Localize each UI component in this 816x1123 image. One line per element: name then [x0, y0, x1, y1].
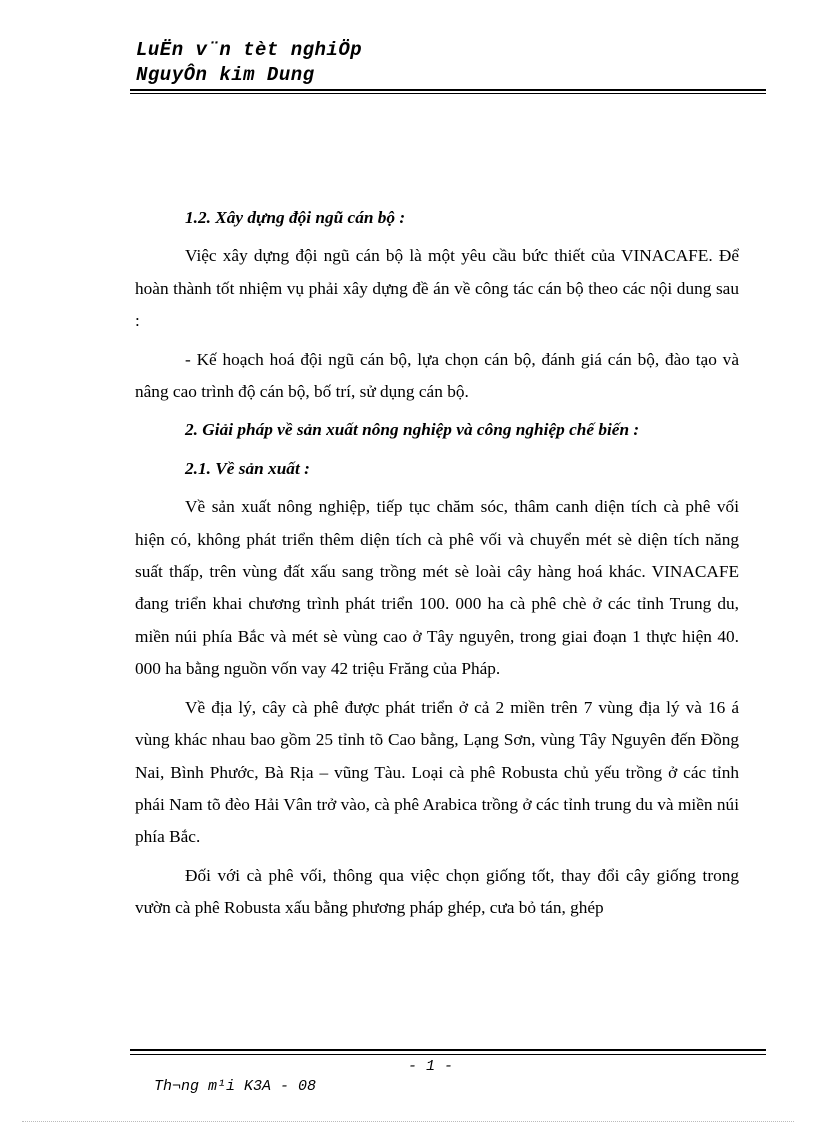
header-thesis-title: LuËn v¨n tèt nghiÖp — [136, 39, 363, 61]
paragraph: Việc xây dựng đội ngũ cán bộ là một yêu cầu bức thiết của VINACAFE. Để hoàn thành tốt nhiệm vụ phải xây dựng đề án về công tác cán bộ theo các nội dung sau : — [135, 246, 739, 331]
page-number: - 1 - — [408, 1058, 454, 1075]
header-rule-thin — [130, 93, 766, 94]
page-header — [136, 38, 776, 88]
paragraph: Về sản xuất nông nghiệp, tiếp tục chăm sóc, thâm canh diện tích cà phê vối hiện có, không phát triển thêm diện tích cà phê vối và chuyển mét sè diện tích năng suất thấp, trên vùng đất xấu sang trồng mét sè loài cây hàng hoá khác. VINACAFE đang triển khai chương trình phát triển 100. 000 ha cà phê chè ở các tỉnh Trung du, miền núi phía Bắc và mét sè vùng cao ở Tây nguyên, trong giai đoạn 1 thực hiện 40. 000 ha bằng nguồn vốn vay 42 triệu Frăng của Pháp. — [135, 497, 739, 679]
section-heading-1-2: 1.2. Xây dựng đội ngũ cán bộ : — [185, 208, 406, 227]
header-rule — [130, 89, 766, 91]
paragraph: Đối với cà phê vối, thông qua việc chọn giống tốt, thay đổi cây giống trong vườn cà phê Robusta xấu bằng phương pháp ghép, cưa bỏ tán, ghép — [135, 865, 739, 918]
header-author-name: NguyÔn kim Dung — [136, 64, 315, 86]
page-footer — [136, 1057, 756, 1117]
footer-rule-thin — [130, 1054, 766, 1055]
paragraph: Về địa lý, cây cà phê được phát triển ở cả 2 miền trên 7 vùng địa lý và 16 á vùng khác nhau bao gồm 25 tỉnh tõ Cao bằng, Lạng Sơn, vùng Tây Nguyên đến Đồng Nai, Bình Phước, Bà Rịa – vũng Tàu. Loại cà phê Robusta chủ yếu trồng ở các tỉnh phái Nam tõ đèo Hải Vân trở vào, cà phê Arabica trồng ở các tỉnh trung du và miền núi phía Bắc. — [135, 697, 739, 847]
page-bottom-edge — [22, 1121, 794, 1122]
section-heading-2: 2. Giải pháp về sản xuất nông nghiệp và công nghiệp chế biến : — [185, 420, 640, 440]
footer-class-label: Th¬ng m¹i K3A - 08 — [154, 1078, 317, 1095]
paragraph: - Kế hoạch hoá đội ngũ cán bộ, lựa chọn cán bộ, đánh giá cán bộ, đào tạo và nâng cao trình độ cán bộ, bố trí, sử dụng cán bộ. — [135, 349, 739, 402]
section-heading-2-1: 2.1. Về sản xuất : — [185, 458, 310, 478]
footer-rule — [130, 1049, 766, 1051]
document-body — [135, 202, 739, 931]
